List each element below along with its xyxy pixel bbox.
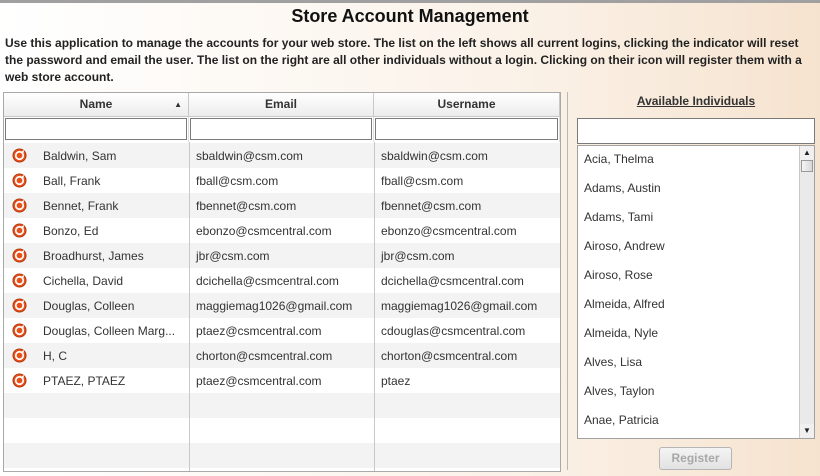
row-username: dcichella@csmcentral.com (381, 273, 524, 288)
row-email: ptaez@csmcentral.com (196, 323, 322, 338)
page-title: Store Account Management (291, 6, 529, 26)
table-row (4, 168, 560, 193)
list-item[interactable]: Airoso, Andrew (584, 239, 665, 253)
row-username: maggiemag1026@gmail.com (381, 298, 538, 313)
reset-password-icon[interactable] (12, 273, 27, 288)
reset-password-icon[interactable] (12, 173, 27, 188)
reset-password-icon[interactable] (12, 373, 27, 388)
empty-row (4, 443, 560, 468)
table-row (4, 318, 560, 343)
list-item[interactable]: Almeida, Alfred (584, 297, 665, 311)
sort-ascending-icon: ▲ (174, 100, 182, 109)
available-search-input[interactable] (577, 118, 815, 144)
scroll-up-icon[interactable]: ▲ (800, 146, 814, 160)
row-email: dcichella@csmcentral.com (196, 273, 339, 288)
table-row (4, 143, 560, 168)
row-name: Bennet, Frank (43, 198, 119, 213)
row-email: sbaldwin@csm.com (196, 148, 303, 163)
list-item[interactable]: Adams, Tami (584, 210, 654, 224)
row-username: cdouglas@csmcentral.com (381, 323, 526, 338)
page-description: Use this application to manage the accounts for your web store. The list on the left shows all current logins, clicking the indicator will reset the password and email the user. The list on the right are all other individuals without a login. Clicking on their icon will register them with a web store account. (5, 36, 802, 84)
row-name: Ball, Frank (43, 173, 101, 188)
reset-password-icon[interactable] (12, 148, 27, 163)
scroll-down-icon[interactable]: ▼ (800, 424, 814, 438)
column-header-name[interactable]: Name ▲ (4, 93, 189, 116)
list-item[interactable]: Acia, Thelma (584, 152, 654, 166)
available-individuals-title: Available Individuals (636, 94, 756, 108)
list-item[interactable]: Airoso, Rose (584, 268, 653, 282)
column-header-username[interactable]: Username (374, 93, 560, 116)
row-username: sbaldwin@csm.com (381, 148, 488, 163)
username-filter-input[interactable] (375, 118, 558, 140)
column-header-email[interactable]: Email (189, 93, 374, 116)
row-name: Cichella, David (43, 273, 124, 288)
row-name: PTAEZ, PTAEZ (43, 373, 126, 388)
name-filter-input[interactable] (5, 118, 187, 140)
table-row (4, 218, 560, 243)
row-email: chorton@csmcentral.com (196, 348, 333, 363)
reset-password-icon[interactable] (12, 348, 27, 363)
table-row (4, 368, 560, 393)
table-row (4, 293, 560, 318)
empty-row (4, 418, 560, 443)
register-button[interactable]: Register (659, 447, 732, 470)
panel-divider (567, 92, 568, 470)
available-individuals-list (577, 145, 815, 439)
row-username: ebonzo@csmcentral.com (381, 223, 517, 238)
row-username: fbennet@csm.com (381, 198, 482, 213)
row-email: fball@csm.com (196, 173, 279, 188)
reset-password-icon[interactable] (12, 223, 27, 238)
top-border (0, 0, 820, 3)
row-email: ebonzo@csmcentral.com (196, 223, 332, 238)
list-item[interactable]: Anae, Patricia (584, 413, 659, 427)
list-scrollbar[interactable] (799, 146, 814, 438)
column-divider (189, 142, 190, 471)
reset-password-icon[interactable] (12, 248, 27, 263)
row-name: Baldwin, Sam (43, 148, 117, 163)
list-item[interactable]: Alves, Lisa (584, 355, 643, 369)
accounts-grid (3, 92, 561, 472)
row-username: jbr@csm.com (381, 248, 455, 263)
row-username: fball@csm.com (381, 173, 464, 188)
table-row (4, 193, 560, 218)
row-email: fbennet@csm.com (196, 198, 297, 213)
grid-filter-row (4, 117, 560, 142)
empty-row (4, 393, 560, 418)
list-item[interactable]: Adams, Austin (584, 181, 661, 195)
row-email: maggiemag1026@gmail.com (196, 298, 353, 313)
row-username: chorton@csmcentral.com (381, 348, 518, 363)
row-name: Bonzo, Ed (43, 223, 99, 238)
list-item[interactable]: Alves, Taylon (584, 384, 655, 398)
scroll-thumb[interactable] (801, 160, 813, 172)
row-username: ptaez (381, 373, 411, 388)
row-name: H, C (43, 348, 67, 363)
row-name: Douglas, Colleen (43, 298, 135, 313)
table-row (4, 343, 560, 368)
reset-password-icon[interactable] (12, 323, 27, 338)
row-email: ptaez@csmcentral.com (196, 373, 322, 388)
reset-password-icon[interactable] (12, 298, 27, 313)
grid-rows (4, 143, 560, 468)
row-name: Broadhurst, James (43, 248, 144, 263)
column-divider (374, 142, 375, 471)
row-name: Douglas, Colleen Marg... (43, 323, 176, 338)
grid-header (4, 93, 560, 117)
table-row (4, 243, 560, 268)
table-row (4, 268, 560, 293)
list-item[interactable]: Almeida, Nyle (584, 326, 659, 340)
email-filter-input[interactable] (190, 118, 372, 140)
row-email: jbr@csm.com (196, 248, 270, 263)
reset-password-icon[interactable] (12, 198, 27, 213)
